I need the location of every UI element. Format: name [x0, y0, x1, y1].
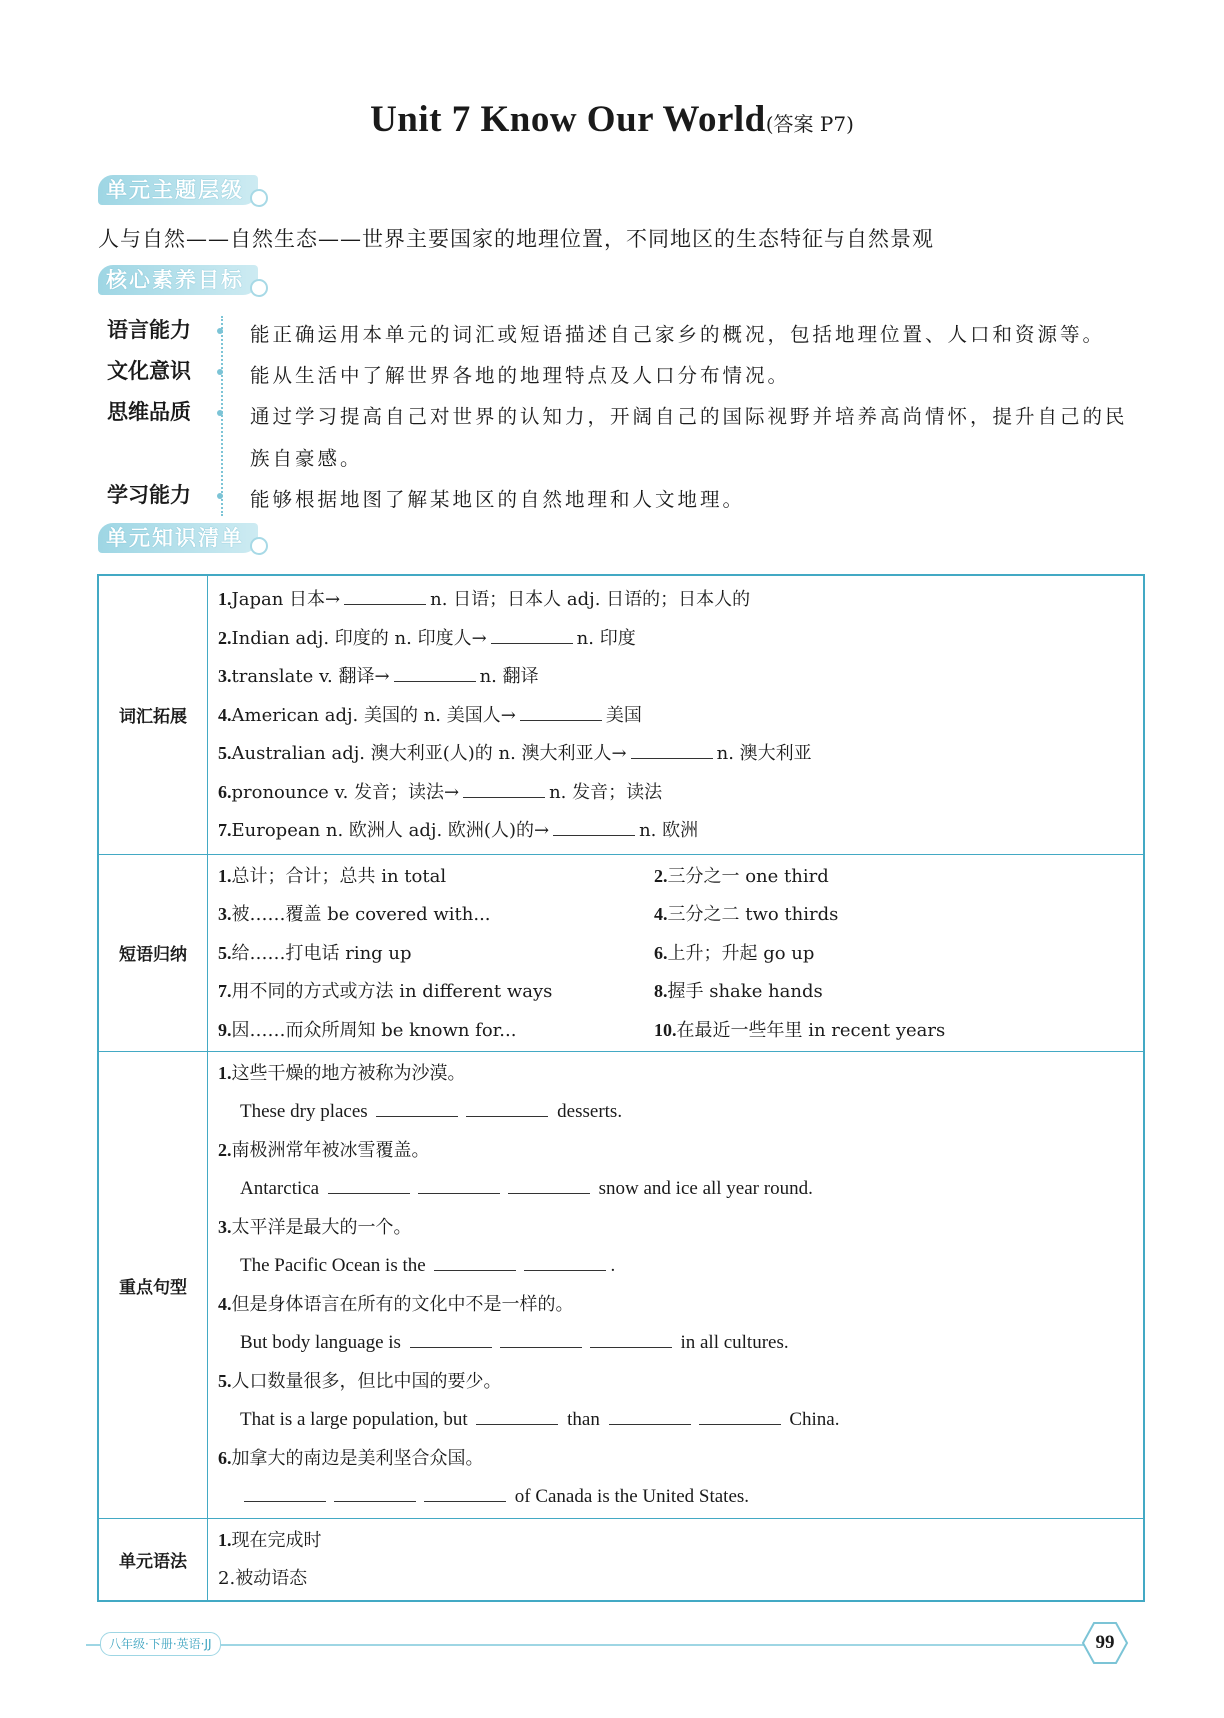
sentence-section — [98, 1052, 1144, 1519]
page-title — [0, 98, 1224, 141]
phrase-item: 1.总计；合计；总共 in total — [218, 865, 447, 887]
goal-desc: 能从生活中了解世界各地的地理特点及人口分布情况。 — [250, 364, 791, 387]
goals-list — [107, 314, 1147, 520]
sentence-cn: 2.南极洲常年被冰雪覆盖。 — [218, 1140, 430, 1161]
phrase-label: 短语归纳 — [98, 854, 208, 1052]
sentence-en: But body language is in all cultures. — [218, 1324, 1133, 1363]
answer-reference: (答案 P7) — [765, 112, 854, 136]
sentence-en: These dry places desserts. — [218, 1093, 1133, 1132]
answer-blank[interactable] — [524, 1252, 606, 1271]
answer-blank[interactable] — [520, 702, 602, 721]
goal-item — [107, 314, 1147, 355]
answer-blank[interactable] — [609, 1406, 691, 1425]
sentence-content — [208, 1052, 1145, 1519]
answer-blank[interactable] — [590, 1329, 672, 1348]
answer-blank[interactable] — [463, 779, 545, 798]
answer-blank[interactable] — [508, 1175, 590, 1194]
answer-blank[interactable] — [491, 625, 573, 644]
answer-blank[interactable] — [434, 1252, 516, 1271]
sentence-cn: 5.人口数量很多，但比中国的要少。 — [218, 1371, 502, 1392]
grammar-content — [208, 1519, 1145, 1602]
answer-blank[interactable] — [410, 1329, 492, 1348]
vocab-item: 6.pronounce v. 发音；读法→ n. 发音；读法 — [218, 773, 1133, 812]
phrase-item: 8.握手 shake hands — [654, 981, 823, 1002]
sentence-cn: 3.太平洋是最大的一个。 — [218, 1217, 412, 1238]
knowledge-table — [97, 574, 1145, 1602]
phrase-item: 2.三分之一 one third — [654, 865, 829, 887]
vocab-item: 5.Australian adj. 澳大利亚(人)的 n. 澳大利亚人→ n. 澳大利亚 — [218, 734, 1133, 773]
sentence-en: Antarctica snow and ice all year round. — [218, 1170, 1133, 1209]
phrase-item: 10.在最近一些年里 in recent years — [654, 1019, 946, 1041]
unit-title: Unit 7 Know Our World — [370, 99, 766, 140]
page-number-text: 99 — [1095, 1632, 1115, 1653]
answer-blank[interactable] — [699, 1406, 781, 1425]
phrase-item: 7.用不同的方式或方法 in different ways — [218, 981, 553, 1002]
answer-blank[interactable] — [500, 1329, 582, 1348]
sentence-cn: 6.加拿大的南边是美利坚合众国。 — [218, 1448, 484, 1469]
answer-blank[interactable] — [466, 1098, 548, 1117]
vocab-item: 3.translate v. 翻译→ n. 翻译 — [218, 657, 1133, 696]
sentence-cn: 4.但是身体语言在所有的文化中不是一样的。 — [218, 1294, 574, 1315]
page-number — [1080, 1618, 1130, 1668]
goal-name: 学习能力 — [107, 483, 191, 507]
phrase-item: 9.因……而众所周知 be known for... — [218, 1019, 517, 1041]
sentence-en: That is a large population, but than China. — [218, 1401, 1133, 1440]
sentence-en: of Canada is the United States. — [218, 1478, 1133, 1517]
section-label-theme: 单元主题层级 — [98, 175, 258, 205]
answer-blank[interactable] — [394, 663, 476, 682]
goal-name: 思维品质 — [107, 400, 191, 424]
answer-blank[interactable] — [334, 1483, 416, 1502]
goal-item — [107, 355, 1147, 396]
sentence-label: 重点句型 — [98, 1052, 208, 1519]
goal-name: 语言能力 — [107, 318, 191, 342]
phrase-item: 3.被……覆盖 be covered with... — [218, 904, 491, 925]
vocab-item: 4.American adj. 美国的 n. 美国人→ 美国 — [218, 696, 1133, 735]
grammar-section — [98, 1519, 1144, 1602]
grammar-item: 2.被动语态 — [218, 1567, 308, 1589]
vocab-item: 7.European n. 欧洲人 adj. 欧洲(人)的→ n. 欧洲 — [218, 811, 1133, 850]
phrase-item: 4.三分之二 two thirds — [654, 904, 839, 925]
answer-blank[interactable] — [244, 1483, 326, 1502]
grammar-item: 1.现在完成时 — [218, 1530, 322, 1551]
section-label-knowledge: 单元知识清单 — [98, 523, 258, 553]
phrase-section — [98, 854, 1144, 1052]
answer-blank[interactable] — [344, 586, 426, 605]
goal-desc: 通过学习提高自己对世界的认知力，开阔自己的国际视野并培养高尚情怀，提升自己的民族自豪感。 — [250, 405, 1128, 470]
answer-blank[interactable] — [424, 1483, 506, 1502]
answer-blank[interactable] — [418, 1175, 500, 1194]
vocab-content — [208, 575, 1145, 854]
goal-item — [107, 479, 1147, 520]
theme-text: 人与自然——自然生态——世界主要国家的地理位置，不同地区的生态特征与自然景观 — [98, 227, 934, 251]
footer-book-tag: 八年级·下册·英语·JJ — [100, 1632, 221, 1656]
vocab-label: 词汇拓展 — [98, 575, 208, 854]
section-label-goals: 核心素养目标 — [98, 265, 258, 295]
goal-item — [107, 396, 1147, 479]
goal-name: 文化意识 — [107, 359, 191, 383]
sentence-cn: 1.这些干燥的地方被称为沙漠。 — [218, 1063, 466, 1084]
phrase-item: 6.上升；升起 go up — [654, 942, 815, 964]
answer-blank[interactable] — [553, 817, 635, 836]
phrase-content — [208, 854, 1145, 1052]
vocab-item: 2.Indian adj. 印度的 n. 印度人→ n. 印度 — [218, 619, 1133, 658]
goal-desc: 能够根据地图了解某地区的自然地理和人文地理。 — [250, 488, 746, 511]
footer-divider — [86, 1644, 1088, 1646]
vocab-section — [98, 575, 1144, 854]
phrase-item: 5.给……打电话 ring up — [218, 942, 412, 964]
answer-blank[interactable] — [328, 1175, 410, 1194]
answer-blank[interactable] — [631, 740, 713, 759]
grammar-label: 单元语法 — [98, 1519, 208, 1602]
vocab-item: 1.Japan 日本→ n. 日语；日本人 adj. 日语的；日本人的 — [218, 580, 1133, 619]
sentence-en: The Pacific Ocean is the . — [218, 1247, 1133, 1286]
answer-blank[interactable] — [476, 1406, 558, 1425]
answer-blank[interactable] — [376, 1098, 458, 1117]
goal-desc: 能正确运用本单元的词汇或短语描述自己家乡的概况，包括地理位置、人口和资源等。 — [250, 323, 1106, 346]
